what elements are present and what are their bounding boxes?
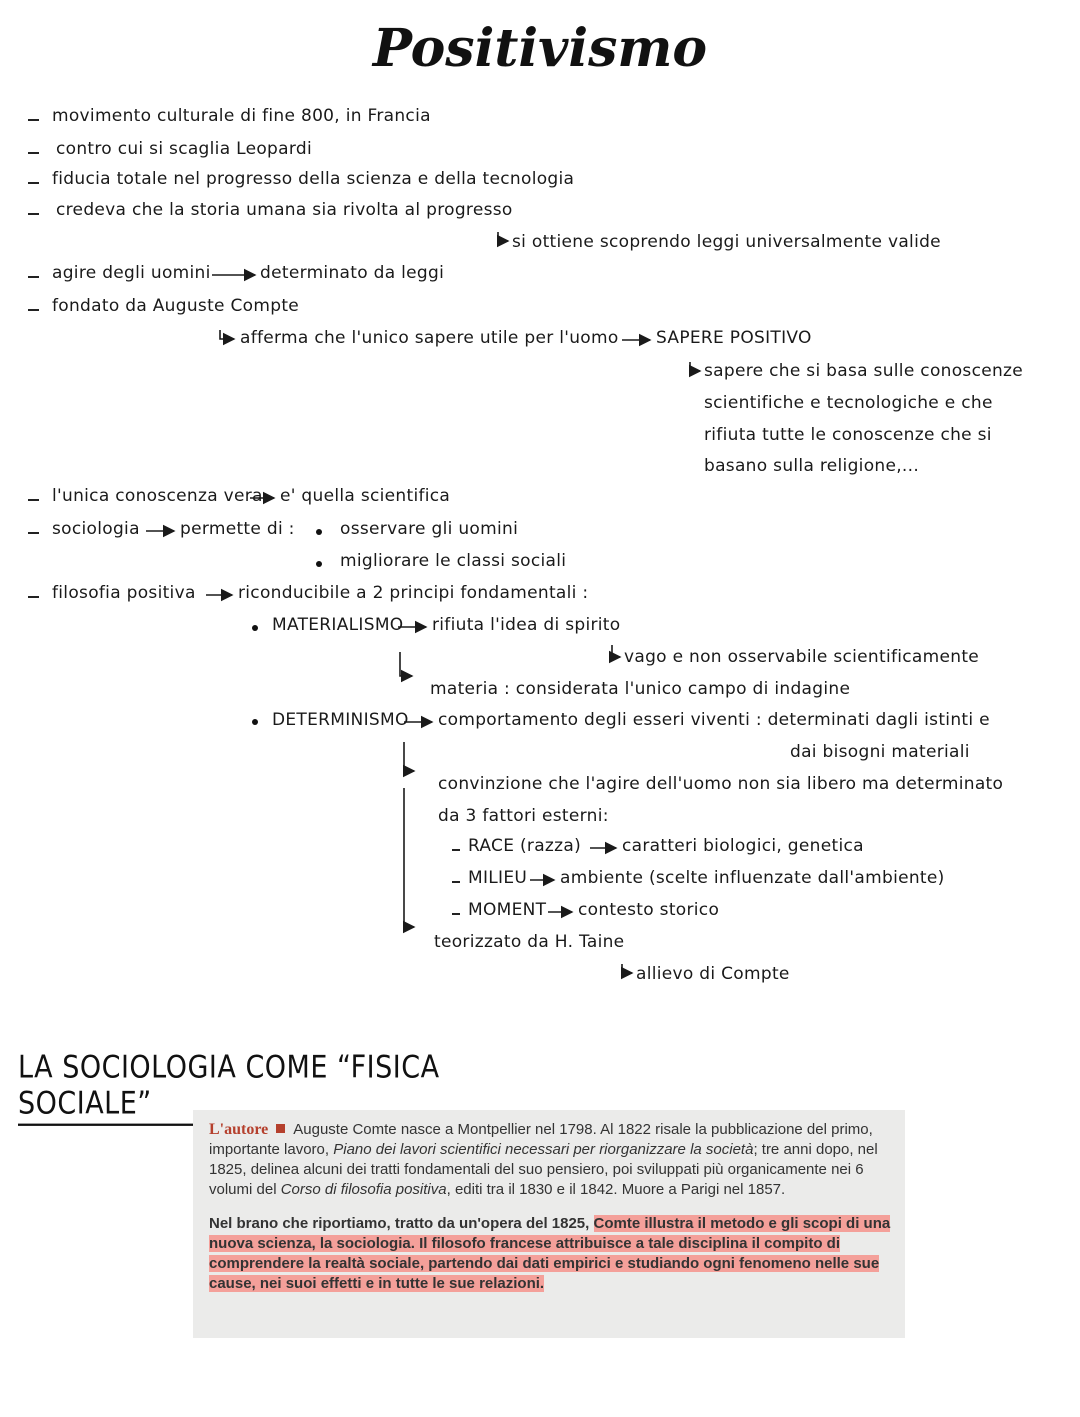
factor-name: MILIEU	[468, 868, 528, 888]
note-line: rifiuta tutte le conoscenze che si	[704, 425, 992, 445]
note-line: permette di :	[180, 519, 295, 539]
determinismo-label: DETERMINISMO	[272, 710, 409, 730]
note-line: rifiuta l'idea di spirito	[432, 615, 621, 635]
excerpt-text: , editi tra il 1830 e il 1842. Muore a Parigi nel 1857.	[446, 1181, 786, 1198]
note-line: teorizzato da H. Taine	[434, 932, 625, 952]
highlighted-text: Comte illustra il metodo e gli scopi di una nuova scienza, la sociologia. Il filosofo francese attribuisce a tale disciplina il compito di comprendere la realtà sociale, partendo dai dati empirici e studiando ogni fenomeno nelle sue cause, nei suoi effetti e in tutte le sue relazioni.	[209, 1215, 891, 1292]
note-line: allievo di Compte	[636, 964, 790, 984]
note-line: basano sulla religione,...	[704, 456, 920, 476]
author-label: L'autore	[209, 1121, 269, 1138]
note-line: riconducibile a 2 principi fondamentali :	[238, 583, 589, 603]
note-line: afferma che l'unico sapere utile per l'uomo	[240, 328, 619, 348]
note-line: da 3 fattori esterni:	[438, 806, 609, 826]
factor-desc: caratteri biologici, genetica	[622, 836, 864, 856]
note-line: si ottiene scoprendo leggi universalmente valide	[512, 232, 941, 252]
note-line: osservare gli uomini	[340, 519, 519, 539]
excerpt-text: Nel brano che riportiamo, tratto da un'opera del 1825,	[209, 1215, 594, 1232]
note-line: scientifiche e tecnologiche e che	[704, 393, 993, 413]
page-title: Positivismo	[372, 18, 708, 79]
square-icon	[276, 1124, 285, 1133]
note-line: l'unica conoscenza vera	[52, 486, 263, 506]
excerpt-text: Auguste Comte nasce a Montpellier nel 1798. Al 1822 risale la pubblicazione del primo, importante lavoro,	[209, 1121, 873, 1158]
note-line: movimento culturale di fine 800, in Francia	[52, 106, 431, 126]
factor-desc: contesto storico	[578, 900, 720, 920]
section-heading: LA SOCIOLOGIA COME “FISICA SOCIALE”	[18, 1050, 478, 1126]
note-line: determinato da leggi	[260, 263, 445, 283]
note-line: convinzione che l'agire dell'uomo non sia libero ma determinato	[438, 774, 1004, 794]
note-line: migliorare le classi sociali	[340, 551, 567, 571]
textbook-excerpt	[193, 1110, 905, 1338]
excerpt-italic: Piano dei lavori scientifici necessari per riorganizzare la società	[333, 1141, 754, 1158]
factor-name: RACE (razza)	[468, 836, 582, 856]
note-line: dai bisogni materiali	[790, 742, 970, 762]
note-line: agire degli uomini	[52, 263, 211, 283]
sapere-positivo: SAPERE POSITIVO	[656, 328, 812, 348]
factor-desc: ambiente (scelte influenzate dall'ambiente)	[560, 868, 945, 888]
note-line: e' quella scientifica	[280, 486, 451, 506]
factor-name: MOMENT	[468, 900, 547, 920]
excerpt-italic: Corso di filosofia positiva	[280, 1181, 447, 1198]
note-line: fondato da Auguste Compte	[52, 296, 300, 316]
note-line: materia : considerata l'unico campo di indagine	[430, 679, 851, 699]
note-line: sociologia	[52, 519, 140, 539]
note-line: sapere che si basa sulle conoscenze	[704, 361, 1024, 381]
note-line: fiducia totale nel progresso della scienza e della tecnologia	[52, 169, 575, 189]
excerpt-text: ; tre anni dopo, nel 1825, delinea alcuni dei tratti fondamentali del suo pensiero, poi sviluppati più organicamente nei 6 volumi del	[209, 1141, 878, 1198]
note-line: contro cui si scaglia Leopardi	[56, 139, 312, 159]
materialismo-label: MATERIALISMO	[272, 615, 404, 635]
note-line: credeva che la storia umana sia rivolta al progresso	[56, 200, 513, 220]
note-line: filosofia positiva	[52, 583, 196, 603]
note-line: vago e non osservabile scientificamente	[624, 647, 980, 667]
note-line: comportamento degli esseri viventi : determinati dagli istinti e	[438, 710, 990, 730]
